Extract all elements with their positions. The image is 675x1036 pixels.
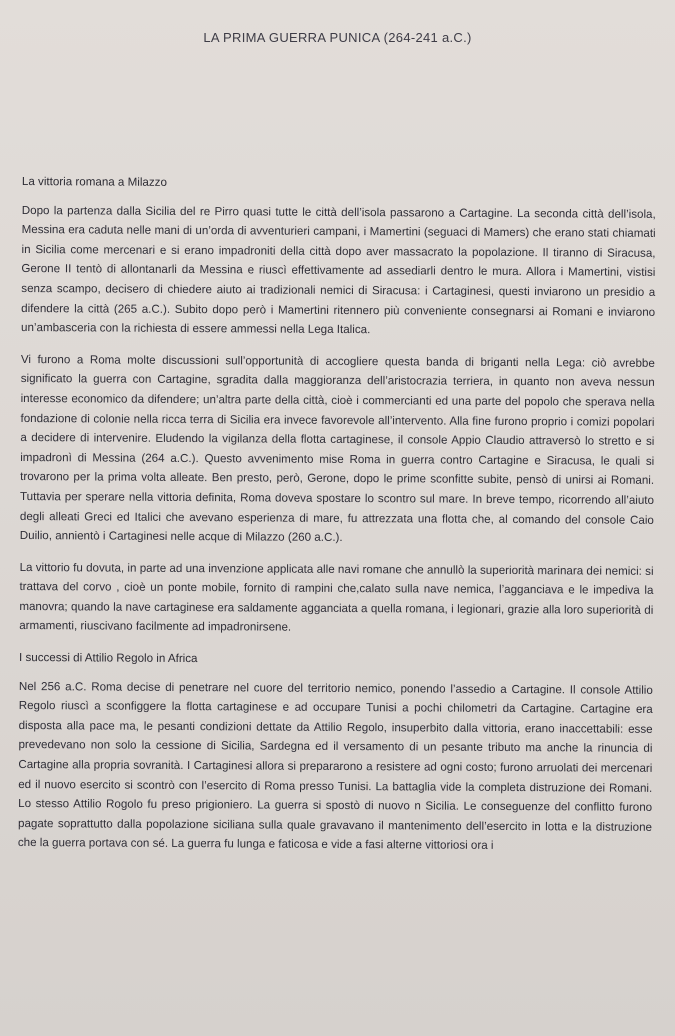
paragraph: La vittorio fu dovuta, in parte ad una invenzione applicata alle navi romane che annullò la superiorità marinara dei nemici: si trattava del corvo , cioè un ponte mobile, fornito di rampini che,calato sulla nave nemica, l’agganciava e le impediva la manovra; quando la nave cartaginese era saldamente agganciata a quella romana, i legionari, grazie alla loro superiorità di armamenti, riuscivano facilmente ad impadronirsene. — [19, 560, 654, 635]
paragraph: Nel 256 a.C. Roma decise di penetrare nel cuore del territorio nemico, ponendo l’assedio a Cartagine. Il console Attilio Regolo riuscì a sconfiggere la flotta cartaginese e ad occupare Tunisi a pochi chilometri da Cartagine. Cartagine era disposta alla pace ma, le pesanti condizioni dettate da Attilio Regolo, insuperbito dalla vittoria, erano inaccettabili: esse prevedevano non solo la cessione di Sicilia, Sardegna ed il versamento di un pesante tributo ma anche la rinuncia di Cartagine alla propria sovranità. I Cartaginesi allora si prepararono a resistere ad ogni costo; furono arruolati dei mercenari ed il nuovo esercito si scontrò con l’esercito di Roma presso Tunisi. La battaglia vide la completa distruzione dei Romani. Lo stesso Attilio Rogolo fu preso prigioniero. La guerra si spostò di nuovo n Sicilia. Le conseguenze del conflitto furono pagate soprattutto dalla popolazione siciliana sulla quale gravavano il mantenimento dell’esercito in lotta e la distruzione che la guerra portava con sé. La guerra fu lunga e faticosa e vide a fasi alterne vittoriosi ora i — [17, 679, 653, 853]
page-title: LA PRIMA GUERRA PUNICA (264-241 a.C.) — [203, 30, 472, 45]
document-body — [18, 172, 656, 869]
section-heading: La vittoria romana a Milazzo — [21, 174, 167, 189]
paragraph: Vi furono a Roma molte discussioni sull’opportunità di accogliere questa banda di briganti nella Lega: ciò avrebbe significato la guerra con Cartagine, sgradita dalla maggioranza dell’aristocrazia terriera, in quanto non aveva nessun interesse economico da difendere; un’altra parte della città, cioè i commercianti ed una parte del popolo che sperava nella fondazione di colonie nella ricca terra di Sicilia era invece favorevole all’intervento. Alla fine furono proprio i comizi popolari a decidere di intervenire. Eludendo la vigilanza della flotta cartaginese, il console Appio Claudio attraversò lo stretto e si impadronì di Messina (264 a.C.). Questo avvenimento mise Roma in guerra contro Cartagine e Siracusa, le quali si trovarono per la prima volta alleate. Ben presto, però, Gerone, dopo le prime sconfitte subite, pensò di unirsi ai Romani. Tuttavia per sperare nella vittoria definita, Roma doveva spostare lo scontro sul mare. In breve tempo, ricorrendo all’aiuto degli alleati Greci ed Italici che avevano esperienza di mare, fu attrezzata una flotta che, al comando del console Caio Duilio, annientò i Cartaginesi nelle acque di Milazzo (260 a.C.). — [19, 352, 655, 545]
paragraph: Dopo la partenza dalla Sicilia del re Pirro quasi tutte le città dell’isola passarono a Cartagine. La seconda città dell’isola, Messina era caduta nelle mani di un’orda di avventurieri campani, i Mamertini (seguaci di Mamers) che erano stati chiamati in Sicilia come mercenari e si erano impadroniti della città dopo aver massacrato la popolazione. Il tiranno di Siracusa, Gerone II tentò di allontanarli da Messina e riuscì effettivamente ad assediarli dentro le mura. Allora i Mamertini, vistisi senza scampo, decisero di chiedere aiuto ai tradizionali nemici di Siracusa: i Cartaginesi, questi inviarono un presidio a difendere la città (265 a.C.). Subito dopo però i Mamertini ritennero più conveniente consegnarsi ai Romani e inviarono un’ambasceria con la richiesta di essere ammessi nella Lega Italica. — [21, 203, 656, 337]
section-heading: I successi di Attilio Regolo in Africa — [18, 651, 198, 666]
